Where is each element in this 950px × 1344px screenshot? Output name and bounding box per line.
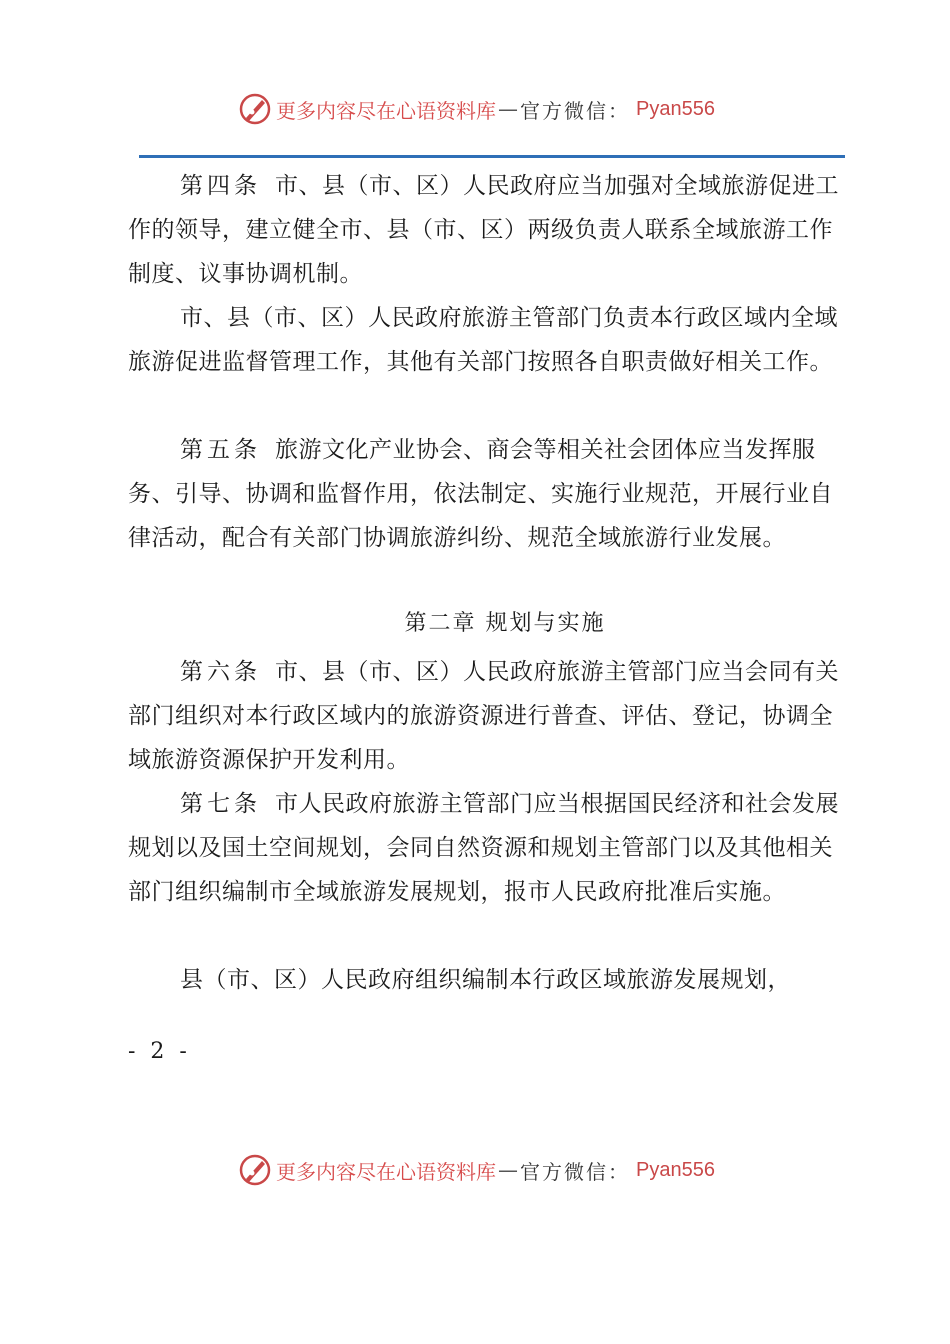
article-text: 市、县（市、区）人民政府旅游主管部门负责本行政区域内全域旅游促进监督管理工作，其他有关部门按照各自职责做好相关工作。: [128, 305, 838, 375]
banner-dash: —: [498, 97, 518, 121]
pen-seal-logo-icon: [238, 1153, 272, 1187]
article-text: 市、县（市、区）人民政府应当加强对全域旅游促进工作的领导，建立健全市、县（市、区）两级负责人联系全域旅游工作制度、议事协调机制。: [128, 173, 839, 287]
article-paragraph-7: [128, 782, 844, 914]
article-text: 市、县（市、区）人民政府旅游主管部门应当会同有关部门组织对本行政区域内的旅游资源进行普查、评估、登记，协调全域旅游资源保护开发利用。: [128, 659, 839, 773]
banner-wechat-id: Pyan556: [636, 1158, 715, 1181]
pen-seal-logo-icon: [238, 92, 272, 126]
article-text: 旅游文化产业协会、商会等相关社会团体应当发挥服务、引导、协调和监督作用，依法制定、实施行业规范，开展行业自律活动，配合有关部门协调旅游纠纷、规范全域旅游行业发展。: [128, 437, 833, 551]
article-paragraph-4: [128, 164, 844, 296]
page-number: - 2 -: [128, 1039, 191, 1064]
article-label: 第七条: [180, 791, 261, 817]
article-label: 第五条: [180, 437, 261, 463]
article-label: 第四条: [180, 173, 261, 199]
banner-dash: —: [498, 1158, 518, 1182]
article-paragraph-6: [128, 650, 844, 782]
header-rule: [139, 155, 845, 158]
banner-wechat-label: 官方微信：: [520, 1159, 630, 1184]
header-banner: [238, 89, 715, 129]
article-text: 县（市、区）人民政府组织编制本行政区域旅游发展规划，: [180, 967, 791, 993]
article-paragraph-4-cont: [128, 296, 844, 384]
banner-wechat-label: 官方微信：: [520, 98, 630, 123]
article-label: 第六条: [180, 659, 261, 685]
footer-banner: [238, 1150, 715, 1190]
chapter-title: 第二章 规划与实施: [404, 611, 606, 636]
article-text: 市人民政府旅游主管部门应当根据国民经济和社会发展规划以及国土空间规划，会同自然资源和规划主管部门以及其他相关部门组织编制市全域旅游发展规划，报市人民政府批准后实施。: [128, 791, 839, 905]
article-paragraph-7-cont: [128, 958, 844, 1002]
article-paragraph-5: [128, 428, 844, 560]
banner-text: 更多内容尽在心语资料库: [276, 98, 496, 123]
banner-wechat-id: Pyan556: [636, 97, 715, 120]
banner-text: 更多内容尽在心语资料库: [276, 1159, 496, 1184]
